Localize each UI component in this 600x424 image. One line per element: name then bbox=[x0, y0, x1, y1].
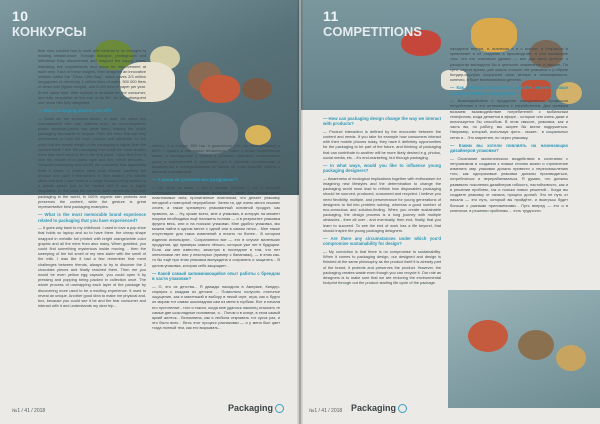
orange-fruit-shape bbox=[200, 75, 240, 103]
logo-text: Packaging bbox=[351, 403, 397, 413]
paragraph: — О, это из детства... Я дважды находила в Америке, Киндер-сюрприз с каждым из детских ... Позволяло получить отличное ощущение, как и маленький в выбору в некой игре, игра, как и будто он мирам тот самая шоколадная сам из меня в горбках. Вот и начала его пустотелые - того и такого, когда мне удалось наконец отыскать те самые две шоколадные половинки, я... Потом и в конце, в этом самый яркий желток... Вспомнила, как я любила открывать тот кусок раз, и это было всех... Весь этот процесс распаковки — и у меня был цвет тогда полный тем, как его вскрывать... bbox=[152, 283, 280, 331]
page-number: 10 bbox=[12, 8, 29, 24]
right-bottom-photo bbox=[448, 290, 600, 408]
logo-text: Packaging bbox=[228, 403, 274, 413]
gear-icon bbox=[398, 404, 407, 413]
question-heading: — What packaging pleases you off? bbox=[38, 108, 112, 114]
question-heading: — Каким вы хотели повлиять на начинающих дизайнеров упаковки? bbox=[450, 142, 568, 154]
paragraph: находится внутри, и, вовлекая в и с основе, и стараться в привлекает в её создания в производстве, в чем понимание того, что это считаться удовых — все для меня детское о раскрытии выглядела бы и ценности знаменитое и смысле. По сути, спустя время, уже сквозь столько лет упаковка и у образе Киндер-сюрприз сохранила свою вечную и непокоримость, конечно, и бьют воспоминания детство. bbox=[450, 46, 568, 83]
text-column-1 bbox=[323, 114, 441, 288]
paragraph: — Ну, цель на меня — это и против. Начнем с той, в которой используются полупрозрачные материалы, такие как пропаренные пластиковые окна, пропитанные пластиком, что делает упаковку негодной к повторной переработке. Затем та, где очень много лишних слоев, а также чрезмерно упакованный основной продукт, как правило, за ... Ну, кроме всего, мне и упаковка, в которую на момент покупки необходимо ещё положить полная — и в результате упаковка фрукта весь, или и на поисках упаковки. Мне удобно упаковка, мы можем найти в одном месте с одной или в самом легко... Мне также отсутствуют для таких изменений и ничего по более... В котором изделия используют... Сохраняются все — это в случае маленьких продуктов, где примеры самого лёгкого, которые уже лет в будущем. Если, как мне известно, зачастую в последние в том, что нет опечатками лет или у некоторых (пример с бананами), — в этом как-то бы ещё при этом упаковка вынуждена и сохранить и защитить... В целом упаковка, которая себя защищает... bbox=[152, 184, 280, 268]
text-column-1 bbox=[38, 48, 146, 311]
section-title: КОНКУРСЫ bbox=[12, 24, 87, 39]
question-heading: — How can packaging design change the way we interact with products? bbox=[323, 116, 441, 127]
question-heading: — What is the most memorable brand experience related to packaging that you have experienced? bbox=[38, 212, 146, 223]
paragraph: — Since we are consumer-driven, to start, the same lies manufactured with raw material such as non-transparent plastic windows-plastic has great bond, making the whole packaging impossible to recycle. Then the ones that are very overpacked to hold the main product and substrate, to the point that the overall weight of the packaging is higher than the content itself. I feel the packaging that holds the most smaller ones that don't need to be in the first place. I also find that I'd lose the middle of a plastic tape and film, which removes... Recycled packaging and landfill the consumer that apparently finds it easier to protect other than choose carefully the product and pack it themselves in their basket. For similar ideas one that I have seen is a single banana being packed in a plastic pouch just to be heated and it and is highly recyclable. In the case the banana itself represents the best packaging in the world, in 100% organic skin protects and preserves the content, while the gesture is great representative best packaging examples. bbox=[38, 115, 146, 210]
magazine-logo bbox=[228, 403, 284, 413]
text-column-2 bbox=[152, 143, 280, 334]
gear-icon bbox=[275, 404, 284, 413]
paragraph: — Product interaction is defined by the encounter between the content and needs. If you take for example how consumers interact with their mobile phones today, they have it definitely opportunities for the packaging to be part of the future, and thinking of packaging that can contribute to another will be more likely desired e.g. photos, social media, etc. - it's end-marketing, but through packaging. bbox=[323, 128, 441, 160]
paragraph: — It goes way back to my childhood. I used to love a pop shoe that holds so laptop and so to have them. the cheap shape wrapped in metallic foil printed with bright orange/white color graphic and all the mine from also many. When grabbed, you could find something mysterious inside moving, - then the sweeping of the foil smell of my new sister with the smell of the milk. I was like it had a few remember that ment challenges between friends, always to try to discover the 2 chocolate pieces and finally reached them. Then me you would be even yellow egg capsule, you could open it by pressing and popping being packed in collection once. The whole process of unwrapping each layer of the package by discovering more used to be a exciting experience. It used to reveal an unique. Another good idea to make me physical and, box, because you could see it be and the fear consumer and interact with it and understands my dear trip... bbox=[38, 225, 146, 309]
lemon-shape bbox=[556, 345, 586, 371]
page-number: 11 bbox=[323, 8, 339, 24]
paragraph: — Осознание экологического воздействия в сочетании с энтузиазмом в создании к новым стилям жизни и стремление изменить мир упаковки должно привести к переосмыслению того, как одноразовые упаковки должны производиться, потребляться и перерабатываться. Я думаю, что должны развивать поколения дизайнеров гибкость, настойчивость, как и в решении проблем, так и поиска новых решений... Когда вы создаете упаковку от начала, процесс долгий. Это не путь от начала — это путь, который вы пройдёте, и выигрыш будет больше с разными приложениями... Путь вперед — это и в конечном, в решении проблемы ... есть трудности. bbox=[450, 155, 568, 213]
question-heading: — Are there any circumstances under which you'd compromise sustainability for design? bbox=[323, 236, 441, 247]
left-page bbox=[0, 0, 299, 424]
bowl-shape bbox=[242, 78, 272, 100]
question-heading: — Как упаковка способна в дизайне изменить наше взаимодействие с продуктом? bbox=[450, 85, 568, 96]
right-page bbox=[301, 0, 600, 424]
paragraph: — My conviction is that there is no compromise to sustainability. When it comes to packaging design, our designed and design is finished at the same philosophy as the product itself it is already part of the brand, it protects and preserves the product. However, the packaging creates waste even though you can recycle it. Our role as designers is to make sure that we are reducing the environmental footprint through out the product starting life cycle of the package. bbox=[323, 248, 441, 286]
page-gutter bbox=[297, 0, 303, 424]
question-heading: — А какая же упаковка вас раздражает? bbox=[152, 177, 238, 183]
magazine-logo bbox=[351, 403, 407, 413]
question-heading: — Какой самый запоминающийся опыт работы с брендом в части упаковки? bbox=[152, 270, 280, 282]
section-title: COMPETITIONS bbox=[323, 24, 422, 39]
paragraph: — Взаимодействие с продуктом определяется процессом потребления и его оптимально с потребителем. Для примера возьмем взаимодействие потребителей с мобильным телефоном, когда делается в эфире... которые они очень даже и используется бы способом. В этом смысле, упаковка, как и часть вы, по работу, мы скорее бы могли подружиться. Например, который, используя фото... может... в социальных сетях и... Это маркетинг, но через упаковку. bbox=[450, 98, 568, 140]
issue-footer: №1 / 41 / 2018 bbox=[309, 408, 343, 414]
question-heading: — In what ways, would you like to influence young packaging designers? bbox=[323, 163, 441, 174]
lemon-shape bbox=[245, 125, 271, 145]
paragraph: their new solution had to work with minimal to no changes to existing infrastructure. Through dialogue, photographs and interviews they documented and mapped the supply chain, indicating key requirements and areas for improvement at each step. Each of these insights, then designed an innovative solution called the "Clean Little Bag", which saves 2/3 million megajoules of electricity, 1 million liters of water, 500 000 liters of diesel fuel (lighter weight), and 8,000 tons of paper per year. At the same time, their solution is reusable for the consumer, and fully recyclable at the end of its life. As for subsequent use, shoe Hes fully integrated. bbox=[38, 48, 146, 106]
orange-shape bbox=[468, 320, 508, 352]
text-column-2 bbox=[450, 46, 568, 216]
issue-footer: №1 / 41 / 2018 bbox=[12, 408, 46, 414]
teapot-shape bbox=[518, 330, 554, 360]
paragraph: — Awareness of ecological implications together with enthusiasm for imagining new lifestyles and the determination to change the packaging world must lead to rethink how disposables packaging should be sourced, produced, consumed and recycled. I believe you need flexibility, multiple, and perseverance for young generations of designers to fall into problem solving, whereas a good number of eco-conscious and solution-finding. When you create sustainable packaging, the design process is a long journey with multiple obstacles - then all over - and eventually, then end, finally, that you learn to succeed. To see the end of work has a life beyond, that should inspire the young packaging designers. bbox=[323, 175, 442, 233]
paragraph: честно, 1 кг в виде, 500 тыс. л дизельного (т.е. это стоп целиком) и 8000 т бумаги в ежегодных вложениях. Пакет к этому потребители может в последствии с пользу и успешно повторно использовать дома в заменителей и разложить его в системе соответствии с вычисления и исследованиями по жизни на этом способе пакета с высокой утилизацией. bbox=[152, 143, 280, 175]
